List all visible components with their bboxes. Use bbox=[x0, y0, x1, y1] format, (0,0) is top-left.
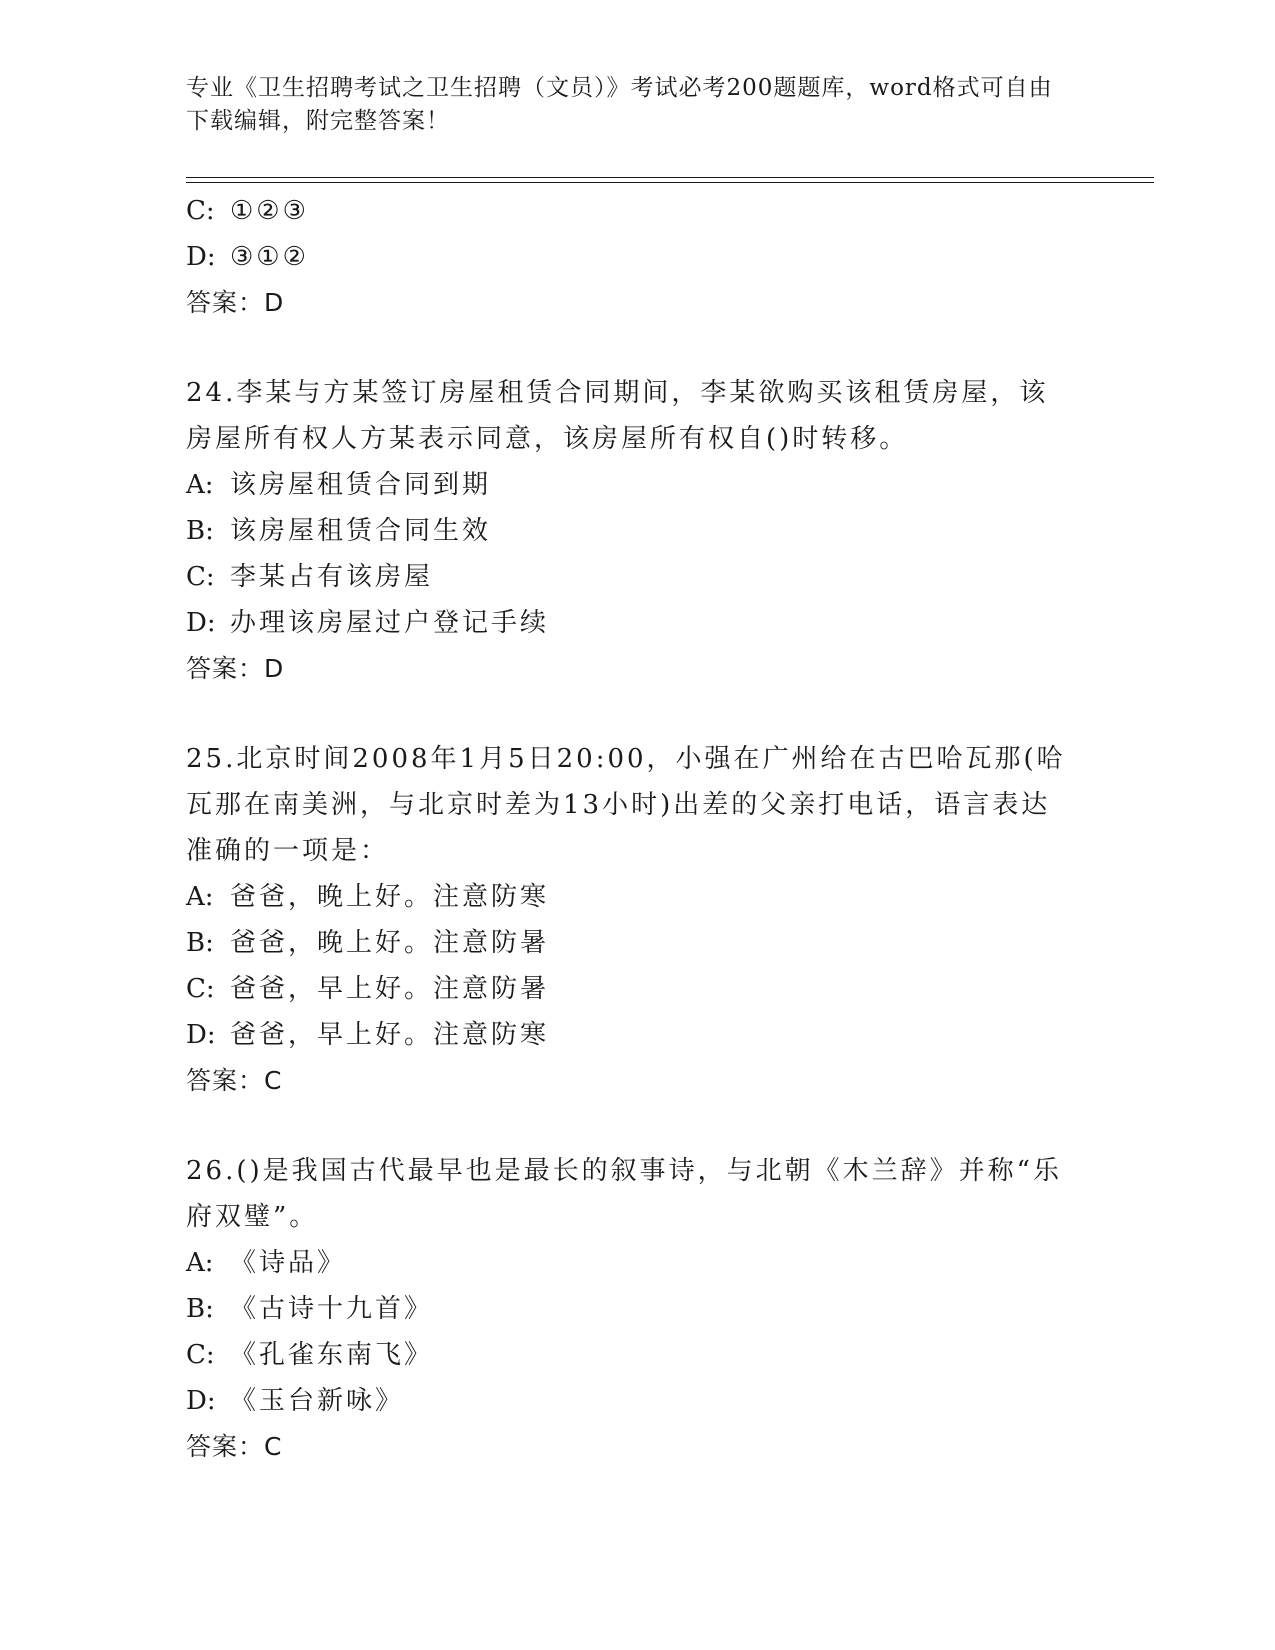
option-row bbox=[186, 874, 1086, 920]
option-row bbox=[186, 234, 1086, 280]
option-row bbox=[186, 554, 1086, 600]
option-label: A: bbox=[186, 1248, 214, 1278]
option-row bbox=[186, 600, 1086, 646]
option-row bbox=[186, 966, 1086, 1012]
option-text: 爸爸，晚上好。注意防暑 bbox=[230, 928, 550, 958]
question-number: 26. bbox=[186, 1156, 237, 1186]
option-text: 办理该房屋过户登记手续 bbox=[230, 608, 550, 638]
option-label: D: bbox=[186, 608, 216, 638]
question-number: 24. bbox=[186, 378, 237, 408]
question-number: 25. bbox=[186, 744, 237, 774]
answer-line: 答案：C bbox=[186, 1432, 283, 1461]
option-row bbox=[186, 188, 1086, 234]
spacer bbox=[186, 692, 1086, 736]
header-text: 专业《卫生招聘考试之卫生招聘（文员）》考试必考200题题库，word格式可自由下载编辑，附完整答案！ bbox=[186, 75, 1053, 134]
answer-line: 答案：D bbox=[186, 288, 285, 317]
option-label: B: bbox=[186, 1294, 214, 1324]
question-text: 李某与方某签订房屋租赁合同期间，李某欲购买该租赁房屋，该房屋所有权人方某表示同意，该房屋所有权自()时转移。 bbox=[186, 378, 1049, 454]
option-row bbox=[186, 1378, 1086, 1424]
option-label: B: bbox=[186, 516, 214, 546]
option-row bbox=[186, 1240, 1086, 1286]
option-label: C: bbox=[186, 1340, 215, 1370]
option-text: 该房屋租赁合同生效 bbox=[230, 516, 492, 546]
option-text: 李某占有该房屋 bbox=[230, 562, 434, 592]
option-label: C: bbox=[186, 196, 215, 226]
option-label: D: bbox=[186, 1386, 216, 1416]
option-label: C: bbox=[186, 562, 215, 592]
document-body bbox=[186, 188, 1086, 1470]
option-text: ①②③ bbox=[230, 196, 309, 226]
question-26 bbox=[186, 1148, 1086, 1470]
option-text: 该房屋租赁合同到期 bbox=[230, 470, 492, 500]
option-label: A: bbox=[186, 470, 214, 500]
document-header bbox=[186, 72, 1066, 138]
spacer bbox=[186, 326, 1086, 370]
option-label: B: bbox=[186, 928, 214, 958]
question-stem bbox=[186, 736, 1066, 874]
header-divider-top bbox=[186, 177, 1154, 178]
spacer bbox=[186, 1104, 1086, 1148]
option-row bbox=[186, 1012, 1086, 1058]
option-label: C: bbox=[186, 974, 215, 1004]
option-row bbox=[186, 508, 1086, 554]
option-text: 《诗品》 bbox=[230, 1248, 347, 1278]
option-label: D: bbox=[186, 242, 216, 272]
option-row bbox=[186, 462, 1086, 508]
question-24 bbox=[186, 370, 1086, 692]
answer-line: 答案：D bbox=[186, 654, 285, 683]
option-row bbox=[186, 1286, 1086, 1332]
option-row bbox=[186, 1332, 1086, 1378]
question-25 bbox=[186, 736, 1086, 1104]
option-text: 《古诗十九首》 bbox=[230, 1294, 434, 1324]
option-text: 爸爸，早上好。注意防寒 bbox=[230, 1020, 550, 1050]
question-text: ()是我国古代最早也是最长的叙事诗，与北朝《木兰辞》并称“乐府双璧”。 bbox=[186, 1156, 1062, 1232]
option-text: 《玉台新咏》 bbox=[230, 1386, 405, 1416]
previous-question-tail bbox=[186, 188, 1086, 326]
question-stem bbox=[186, 370, 1066, 462]
header-divider-bottom bbox=[186, 182, 1154, 183]
option-label: D: bbox=[186, 1020, 216, 1050]
question-text: 北京时间2008年1月5日20:00，小强在广州给在古巴哈瓦那(哈瓦那在南美洲，与北京时差为13小时)出差的父亲打电话，语言表达准确的一项是： bbox=[186, 744, 1066, 866]
option-text: 爸爸，晚上好。注意防寒 bbox=[230, 882, 550, 912]
option-text: 爸爸，早上好。注意防暑 bbox=[230, 974, 550, 1004]
question-stem bbox=[186, 1148, 1066, 1240]
answer-line: 答案：C bbox=[186, 1066, 283, 1095]
option-text: 《孔雀东南飞》 bbox=[230, 1340, 434, 1370]
option-row bbox=[186, 920, 1086, 966]
option-text: ③①② bbox=[230, 242, 309, 272]
option-label: A: bbox=[186, 882, 214, 912]
